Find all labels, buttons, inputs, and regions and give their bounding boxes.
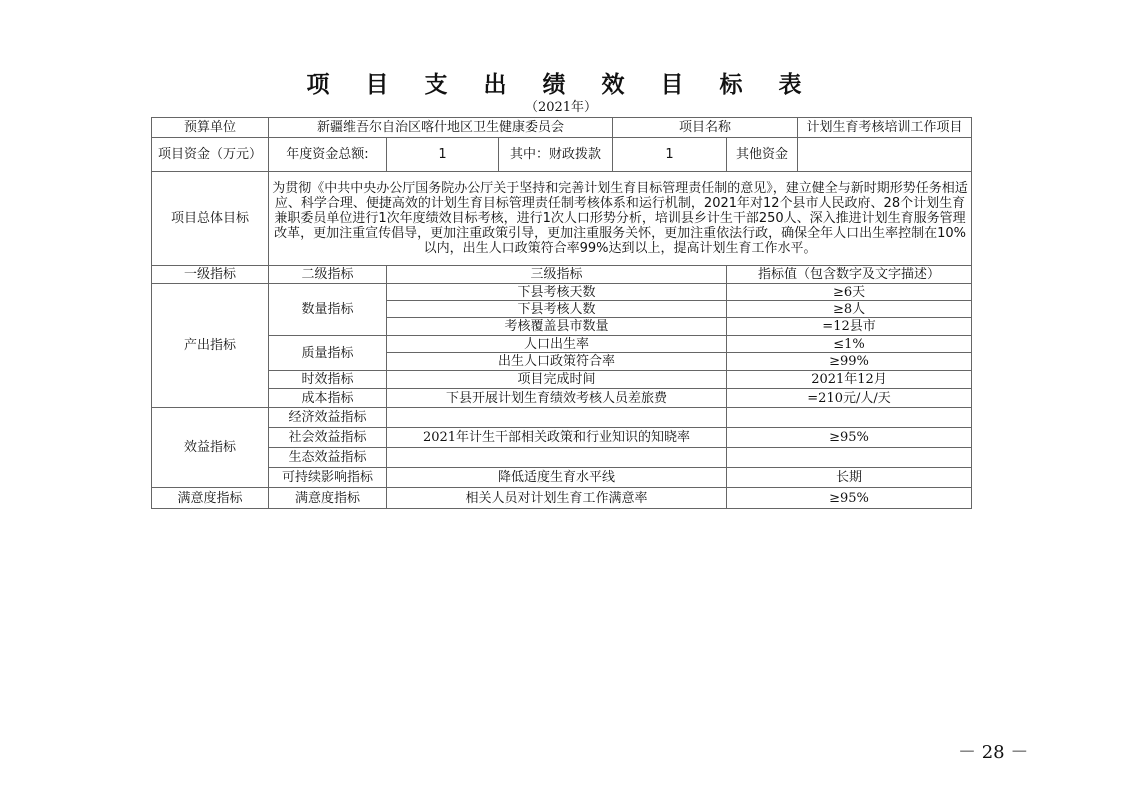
- table-row: [152, 371, 972, 389]
- indicator-value: =210元/人/天: [727, 389, 972, 408]
- table-row: [152, 468, 972, 488]
- overall-goal-text: 为贯彻《中共中央办公厅国务院办公厅关于坚持和完善计划生育目标管理责任制的意见》，建立健全与新时期形势任务相适应、科学合理、便捷高效的计划生育目标管理责任制考核体系和运行机制，2021年对12个县市人民政府、28个计划生育兼职委员单位进行1次年度绩效目标考核，进行1次人口形势分析，培训县乡计生干部250人、深入推进计划生育服务管理改革，更加注重宣传倡导，更加注重政策引导，更加注重服务关怀，更加注重依法行政，确保全年人口出生率控制在10%以内，出生人口政策符合率99%达到以上，提高计划生育工作水平。: [269, 172, 972, 266]
- table-row: [152, 448, 972, 468]
- social-benefit-label: 社会效益指标: [269, 428, 387, 448]
- page-title: 项 目 支 出 绩 效 目 标 表: [306, 72, 816, 98]
- budget-unit-label: 预算单位: [152, 118, 269, 138]
- indicator-name: 下县考核人数: [387, 301, 727, 318]
- table-row: [152, 408, 972, 428]
- funds-label: 项目资金（万元）: [152, 138, 269, 172]
- ecological-benefit-label: 生态效益指标: [269, 448, 387, 468]
- indicator-value: ≥95%: [727, 428, 972, 448]
- indicator-name: 下县开展计划生育绩效考核人员差旅费: [387, 389, 727, 408]
- fiscal-funds-label: 其中：财政拨款: [499, 138, 613, 172]
- indicator-value: ≥6天: [727, 284, 972, 301]
- quantity-indicator-label: 数量指标: [269, 284, 387, 336]
- table-row: [152, 428, 972, 448]
- indicator-name: [387, 408, 727, 428]
- indicator-value: ≥8人: [727, 301, 972, 318]
- indicator-name: 下县考核天数: [387, 284, 727, 301]
- project-name-label: 项目名称: [613, 118, 798, 138]
- table-row: [152, 336, 972, 353]
- budget-unit-value: 新疆维吾尔自治区喀什地区卫生健康委员会: [269, 118, 613, 138]
- indicator-name: [387, 448, 727, 468]
- overall-goal-label: 项目总体目标: [152, 172, 269, 266]
- level2-header: 二级指标: [269, 266, 387, 284]
- table-row: [152, 284, 972, 301]
- other-funds-label: 其他资金: [727, 138, 798, 172]
- page-number: － 28 －: [958, 742, 1029, 763]
- page-subtitle: （2021年）: [524, 100, 598, 115]
- indicator-value: 2021年12月: [727, 371, 972, 389]
- indicator-name: 考核覆盖县市数量: [387, 318, 727, 336]
- indicator-value: 长期: [727, 468, 972, 488]
- indicator-value: =12县市: [727, 318, 972, 336]
- indicator-value: [727, 408, 972, 428]
- funds-row: [152, 138, 972, 172]
- goal-row: [152, 172, 972, 266]
- indicator-name: 相关人员对计划生育工作满意率: [387, 488, 727, 509]
- value-header: 指标值（包含数字及文字描述）: [727, 266, 972, 284]
- indicator-value: [727, 448, 972, 468]
- indicator-name: 降低适度生育水平线: [387, 468, 727, 488]
- table-row: [152, 488, 972, 509]
- sustainable-impact-label: 可持续影响指标: [269, 468, 387, 488]
- other-funds-value: [798, 138, 972, 172]
- indicator-value: ≥95%: [727, 488, 972, 509]
- fiscal-funds-value: 1: [613, 138, 727, 172]
- satisfaction-indicator-label: 满意度指标: [152, 488, 269, 509]
- header-row: [152, 118, 972, 138]
- cost-indicator-label: 成本指标: [269, 389, 387, 408]
- indicator-value: ≤1%: [727, 336, 972, 353]
- indicator-value: ≥99%: [727, 353, 972, 371]
- benefit-indicator-label: 效益指标: [152, 408, 269, 488]
- level3-header: 三级指标: [387, 266, 727, 284]
- satisfaction-sub-label: 满意度指标: [269, 488, 387, 509]
- indicator-name: 项目完成时间: [387, 371, 727, 389]
- level1-header: 一级指标: [152, 266, 269, 284]
- annual-total-label: 年度资金总额:: [269, 138, 387, 172]
- table-row: [152, 389, 972, 408]
- performance-goal-table: [151, 117, 972, 509]
- indicator-name: 2021年计生干部相关政策和行业知识的知晓率: [387, 428, 727, 448]
- column-header-row: [152, 266, 972, 284]
- indicator-name: 人口出生率: [387, 336, 727, 353]
- indicator-name: 出生人口政策符合率: [387, 353, 727, 371]
- quality-indicator-label: 质量指标: [269, 336, 387, 371]
- annual-total-value: 1: [387, 138, 499, 172]
- project-name-value: 计划生育考核培训工作项目: [798, 118, 972, 138]
- output-indicator-label: 产出指标: [152, 284, 269, 408]
- timeliness-indicator-label: 时效指标: [269, 371, 387, 389]
- economic-benefit-label: 经济效益指标: [269, 408, 387, 428]
